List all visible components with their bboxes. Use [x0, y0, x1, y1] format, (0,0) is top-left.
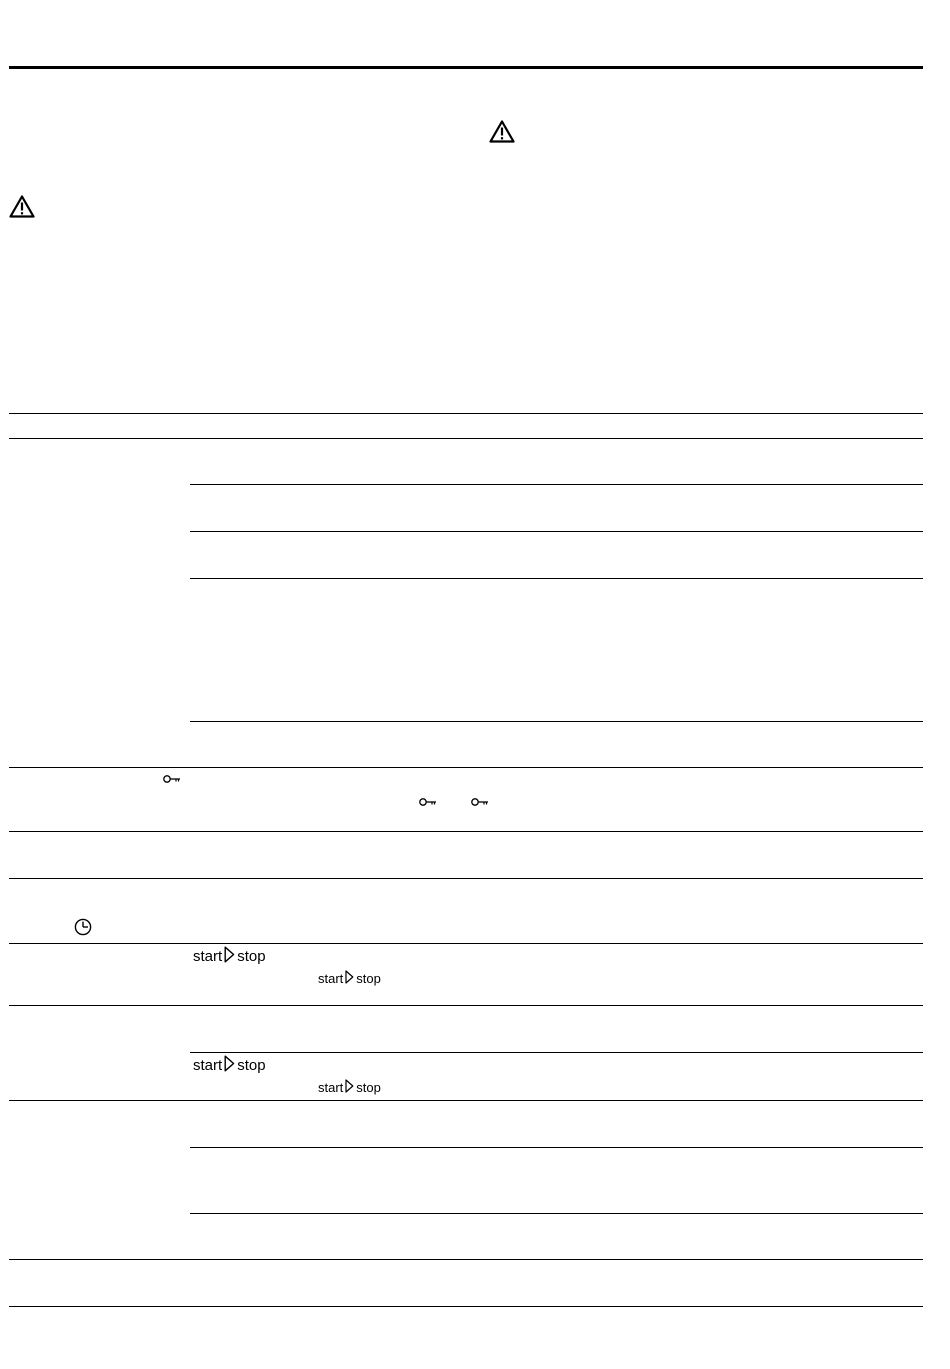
stop-label: stop: [356, 971, 381, 986]
stop-label: stop: [356, 1080, 381, 1095]
table-rule: [190, 484, 923, 485]
key-icon: [163, 774, 181, 784]
play-triangle-icon: [345, 1079, 354, 1096]
start-stop-symbol: [193, 946, 266, 967]
start-label: start: [193, 948, 223, 965]
table-rule: [9, 1005, 923, 1006]
table-rule: [190, 1052, 923, 1053]
table-rule: [190, 1147, 923, 1148]
table-rule: [9, 1259, 923, 1260]
table-rule: [9, 413, 923, 414]
start-label: start: [193, 1057, 223, 1074]
start-label: start: [318, 971, 344, 986]
start-label: start: [318, 1080, 344, 1095]
table-rule: [9, 1306, 923, 1307]
table-rule: [190, 1213, 923, 1214]
table-rule: [9, 1100, 923, 1101]
warning-icon: [9, 195, 35, 218]
table-rule: [9, 831, 923, 832]
start-stop-symbol: [193, 1055, 266, 1076]
header-rule: [9, 66, 923, 69]
table-rule: [190, 578, 923, 579]
warning-icon: [489, 120, 515, 143]
play-triangle-icon: [224, 946, 235, 967]
table-rule: [9, 438, 923, 439]
start-stop-symbol: [318, 970, 381, 987]
key-icon: [471, 797, 489, 807]
key-icon: [419, 797, 437, 807]
table-rule: [9, 878, 923, 879]
play-triangle-icon: [345, 970, 354, 987]
table-rule: [190, 721, 923, 722]
table-rule: [9, 767, 923, 768]
table-rule: [9, 943, 923, 944]
play-triangle-icon: [224, 1055, 235, 1076]
clock-icon: [74, 918, 92, 936]
table-rule: [190, 531, 923, 532]
stop-label: stop: [237, 1057, 266, 1074]
stop-label: stop: [237, 948, 266, 965]
start-stop-symbol: [318, 1079, 381, 1096]
